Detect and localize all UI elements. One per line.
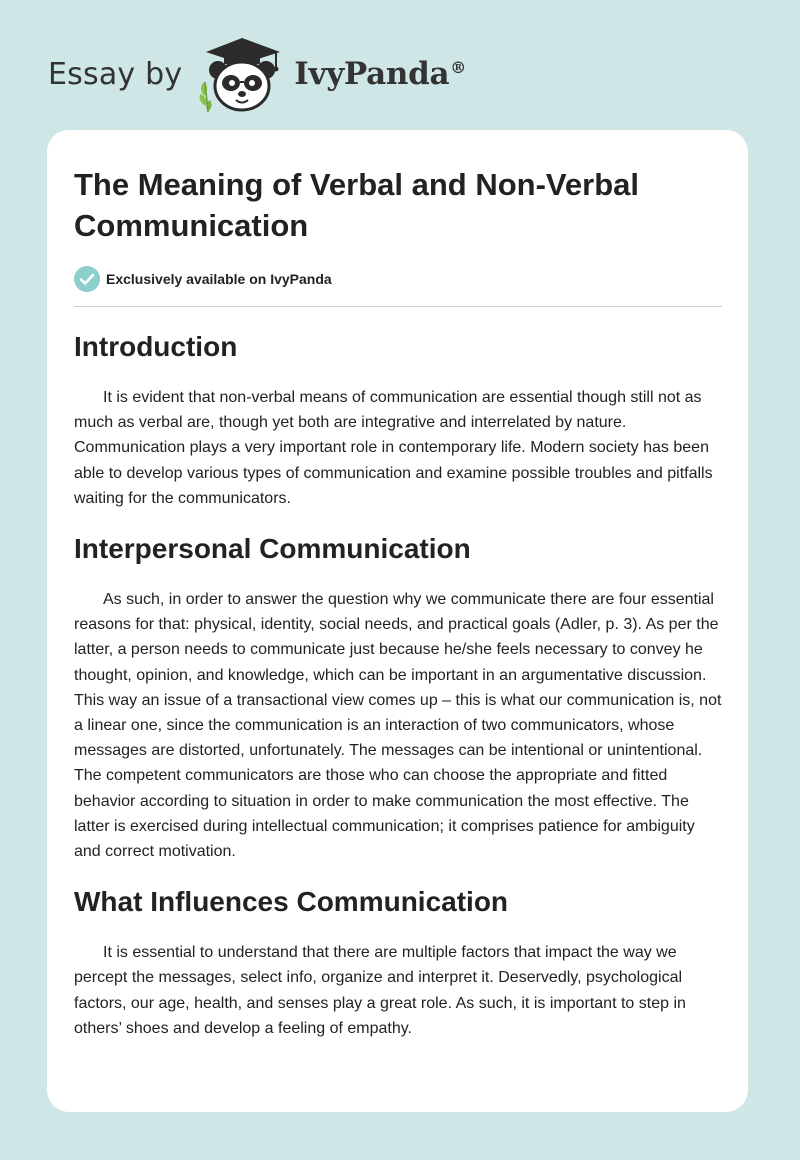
exclusive-badge — [74, 266, 722, 307]
exclusive-label: Exclusively available on IvyPanda — [106, 271, 332, 287]
section-heading: Introduction — [74, 331, 238, 362]
section-paragraph: It is essential to understand that there are multiple factors that impact the way we percept the messages, select info, organize and interpret it. Deservedly, psychological factors, our age, health, and senses play a great role. As such, it is important to step in others’ shoes and develop a feeling of empathy. — [74, 944, 686, 1037]
section-heading: What Influences Communication — [74, 886, 509, 918]
site-header — [48, 34, 466, 114]
page-title: The Meaning of Verbal and Non-Verbal Communication — [74, 167, 639, 243]
brand-name[interactable] — [294, 56, 466, 92]
section-what-influences-communication — [74, 884, 722, 1041]
section-introduction — [74, 329, 722, 511]
section-interpersonal-communication — [74, 531, 722, 864]
check-circle-icon — [74, 266, 100, 292]
essay-card — [47, 130, 748, 1112]
brand-name-text: IvyPanda — [294, 56, 450, 92]
section-paragraph: As such, in order to answer the question why we communicate there are four essential reasons for that: physical, identity, social needs, and practical goals (Adler, p. 3). As per the latter, a person needs to communicate just because he/she feels necessary to convey he thought, opinion, and knowledge, which can be important in an argumentative discussion. This way an issue of a transactional view comes up – this is what our communication is, not a linear one, since the communication is an interaction of two communicators, whose messages are distorted, unfortunately. The messages can be intentional or unintentional. The competent communicators are those who can choose the appropriate and fitted behavior according to situation in order to make communication the most effective. The latter is exercised during intellectual communication; it comprises patience for ambiguity and correct motivation. — [74, 591, 722, 861]
registered-mark: ® — [450, 57, 466, 77]
essay-by-label: Essay by — [48, 56, 183, 92]
section-paragraph: It is evident that non-verbal means of communication are essential though still not as much as verbal are, though yet both are integrative and interrelated by nature. Communication plays a very important role in contemporary life. Modern society has been able to develop various types of communication and examine possible troubles and pitfalls waiting for the communicators. — [74, 389, 713, 507]
section-heading: Interpersonal Communication — [74, 533, 471, 565]
panda-graduate-icon[interactable] — [196, 34, 288, 114]
